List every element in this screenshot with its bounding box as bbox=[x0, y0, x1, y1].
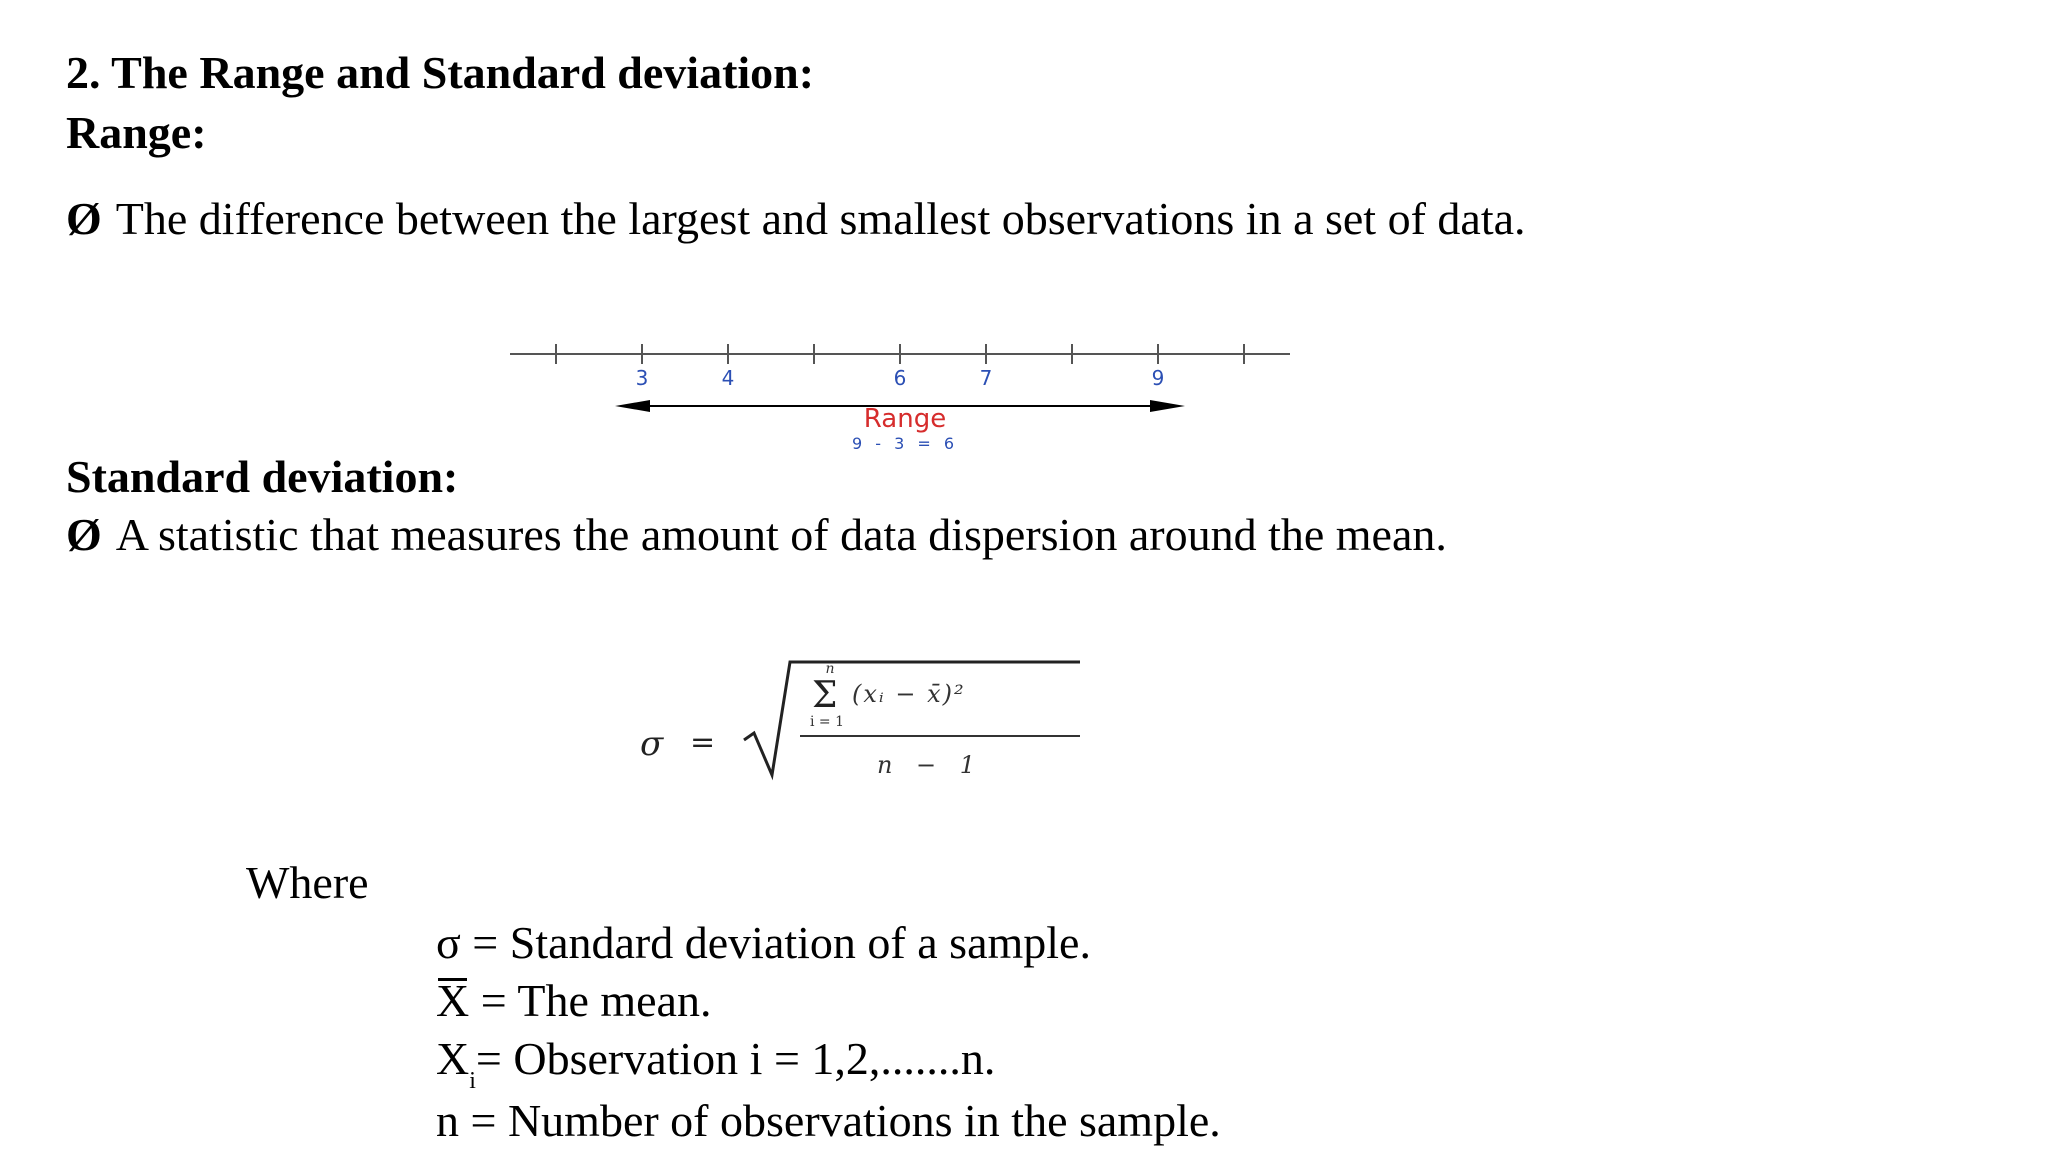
range-calculation: 9 - 3 = 6 bbox=[851, 434, 959, 453]
formula-sigma: σ bbox=[640, 724, 664, 764]
xi-subscript: i bbox=[469, 1068, 476, 1094]
mean-text: = The mean. bbox=[480, 975, 712, 1026]
n-text: = Number of observations in the sample. bbox=[470, 1095, 1221, 1146]
left-arrow-head-icon bbox=[615, 400, 650, 412]
sum-lower-limit: i = 1 bbox=[809, 714, 845, 730]
range-heading: Range: bbox=[66, 107, 207, 158]
definition-n bbox=[436, 1092, 1221, 1150]
range-definition-text: The difference between the largest and smallest observations in a set of data. bbox=[115, 193, 1526, 244]
xbar-symbol: X bbox=[436, 972, 469, 1030]
denominator: n − 1 bbox=[876, 751, 984, 779]
bullet-icon: Ø bbox=[66, 193, 102, 244]
numerator-term: (xᵢ − x̄)² bbox=[852, 680, 966, 708]
sigma-symbol: σ bbox=[436, 917, 461, 968]
observation-text: = Observation i = 1,2,.......n. bbox=[475, 1033, 996, 1084]
number-line-labels bbox=[636, 366, 1165, 390]
sum-upper-limit: n bbox=[825, 661, 835, 677]
where-label: Where bbox=[246, 857, 369, 908]
right-arrow-head-icon bbox=[1150, 400, 1185, 412]
sigma-sum-icon: Σ bbox=[812, 675, 838, 716]
range-label: Range bbox=[863, 404, 947, 434]
range-definition-bullet bbox=[66, 190, 1526, 248]
sigma-text: = Standard deviation of a sample. bbox=[472, 917, 1091, 968]
sd-heading: Standard deviation: bbox=[66, 451, 459, 502]
xi-symbol: X bbox=[436, 1033, 470, 1084]
definition-sigma bbox=[436, 914, 1091, 972]
sd-formula bbox=[620, 640, 1100, 790]
number-line-label: 4 bbox=[721, 366, 735, 390]
sd-definition-bullet bbox=[66, 506, 1447, 564]
formula-equals: = bbox=[690, 725, 716, 760]
number-line-label: 9 bbox=[1151, 366, 1165, 390]
sd-definition-text: A statistic that measures the amount of data dispersion around the mean. bbox=[115, 509, 1447, 560]
number-line-label: 6 bbox=[893, 366, 907, 390]
definition-mean bbox=[436, 972, 711, 1030]
page-title: 2. The Range and Standard deviation: bbox=[66, 47, 815, 98]
range-number-line-figure bbox=[500, 322, 1300, 462]
number-line-label: 7 bbox=[979, 366, 993, 390]
n-symbol: n bbox=[436, 1095, 459, 1146]
number-line-label: 3 bbox=[635, 366, 649, 390]
bullet-icon: Ø bbox=[66, 509, 102, 560]
